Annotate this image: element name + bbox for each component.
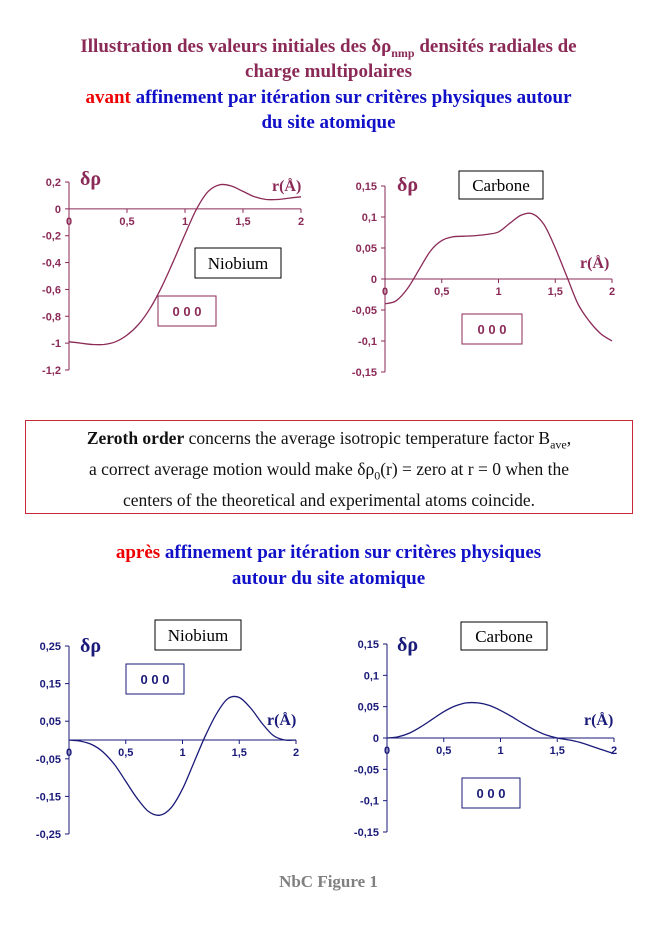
y-tick-label: 0	[372, 733, 379, 745]
atom-label: Niobium	[207, 254, 269, 273]
x-tick-label: 0,5	[436, 745, 452, 757]
y-tick-label: 0,15	[355, 181, 377, 193]
atom-label: Carbone	[472, 176, 530, 195]
y-tick-label: -0,1	[360, 795, 379, 808]
y-tick-label: -0,6	[42, 284, 61, 297]
atom-label: Carbone	[475, 627, 533, 646]
x-tick-label: 2	[608, 286, 616, 298]
header-line-1: Illustration des valeurs initiales des $\delta\rho_{nmp}$ densités radiales de	[80, 36, 577, 60]
y-tick-label: -0,8	[42, 311, 61, 324]
x-axis-label: r(Å)	[272, 178, 302, 195]
y-tick-label: 0,15	[39, 678, 61, 691]
y-tick-label: -0,05	[35, 753, 61, 766]
y-tick-label: -0,15	[351, 367, 377, 379]
y-tick-label: -0,05	[353, 764, 379, 777]
x-tick-label: 2	[292, 747, 300, 759]
x-tick-label: 1	[179, 747, 186, 759]
section2-line-2: autour du site atomique	[231, 568, 426, 589]
x-tick-label: 0,5	[118, 747, 134, 759]
x-tick-label: 1	[181, 215, 189, 228]
y-tick-label: 0,05	[355, 243, 377, 255]
y-axis-label: δρ	[397, 174, 419, 196]
y-tick-label: -0,05	[351, 305, 377, 317]
multipole-code: 0 0 0	[477, 322, 507, 337]
y-tick-label: 0,25	[39, 641, 61, 653]
y-tick-label: -1	[51, 338, 61, 351]
chart-after-niobium	[0, 610, 330, 840]
y-tick-label: -0,1	[358, 336, 377, 348]
x-tick-label: 0,5	[119, 215, 135, 228]
y-axis-label: δρ	[397, 634, 419, 656]
header-line-4: du site atomique	[261, 112, 396, 133]
y-axis-label: δρ	[80, 168, 102, 190]
y-tick-label: 0	[370, 274, 377, 286]
y-tick-label: 0,2	[45, 177, 61, 189]
y-tick-label: 0,15	[357, 639, 379, 651]
atom-label: Niobium	[167, 626, 229, 645]
x-axis-label: r(Å)	[267, 712, 297, 729]
zeroth-order-note: Zeroth order concerns the average isotropic temperature factor $B_{ave}$, a correct average motion would make $\delta\rho_0(r)$ = zero at r = 0 when the centers of the theoretical and experimental atoms coincide.	[25, 420, 633, 514]
y-axis-label: δρ	[80, 635, 102, 657]
x-tick-label: 0	[381, 286, 389, 298]
x-tick-label: 1	[495, 286, 502, 298]
header-line-2: charge multipolaires	[245, 61, 412, 82]
x-tick-label: 1,5	[235, 215, 251, 228]
y-tick-label: 0,1	[363, 670, 379, 683]
multipole-code: 0 0 0	[172, 304, 202, 319]
x-tick-label: 2	[297, 215, 305, 228]
y-tick-label: -0,15	[35, 791, 61, 804]
header-line-3: avant affinement par itération sur critères physiques autour	[85, 87, 572, 108]
multipole-code: 0 0 0	[140, 672, 170, 687]
y-tick-label: -1,2	[42, 365, 61, 377]
chart-before-carbone	[330, 160, 657, 390]
x-tick-label: 0	[383, 745, 391, 757]
x-tick-label: 0	[65, 215, 73, 228]
y-tick-label: 0,05	[357, 701, 379, 714]
x-axis-label: r(Å)	[580, 255, 610, 272]
chart-after-carbone	[330, 610, 657, 840]
chart-before-niobium	[0, 160, 330, 390]
y-tick-label: -0,2	[42, 230, 61, 243]
x-axis-label: r(Å)	[584, 712, 614, 729]
section2-line-1: après affinement par itération sur critères physiques	[115, 542, 542, 563]
y-tick-label: -0,4	[42, 257, 61, 270]
x-tick-label: 0	[65, 747, 73, 759]
x-tick-label: 2	[610, 745, 618, 757]
y-tick-label: 0,1	[361, 212, 377, 224]
y-tick-label: -0,15	[353, 827, 379, 839]
multipole-code: 0 0 0	[476, 786, 506, 801]
x-tick-label: 1	[497, 745, 504, 757]
y-tick-label: 0,05	[39, 716, 61, 729]
figure-caption: NbC Figure 1	[279, 872, 378, 891]
x-tick-label: 1,5	[549, 745, 565, 757]
x-tick-label: 0,5	[434, 286, 450, 298]
x-tick-label: 1,5	[547, 286, 563, 298]
y-tick-label: -0,25	[35, 829, 61, 841]
y-tick-label: 0	[54, 203, 61, 216]
x-tick-label: 1,5	[231, 747, 247, 759]
